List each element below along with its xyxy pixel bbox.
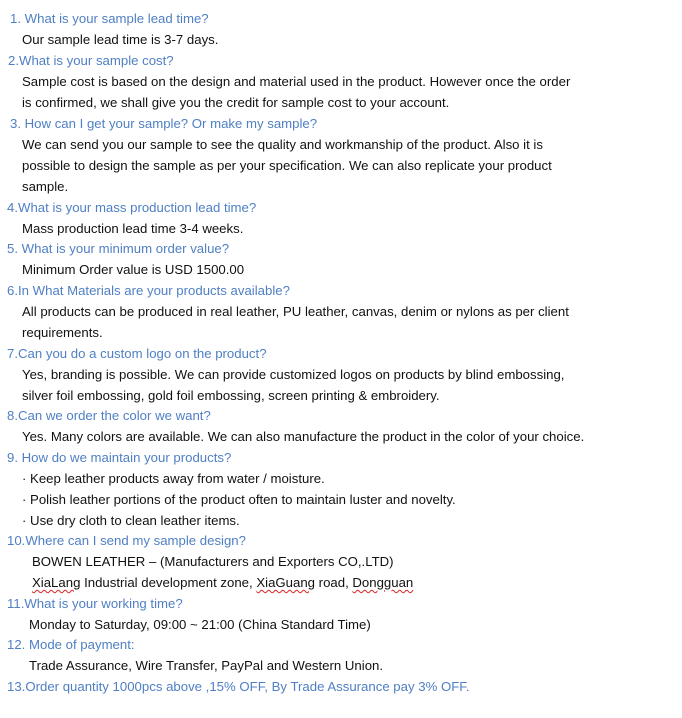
- answer-7-line-2: silver foil embossing, gold foil embossing, screen printing & embroidery.: [22, 388, 440, 403]
- answer-1: Our sample lead time is 3-7 days.: [22, 32, 219, 47]
- question-11: 11.What is your working time?: [7, 596, 183, 611]
- answer-9-bullet-2: · Polish leather portions of the product often to maintain luster and novelty.: [22, 492, 456, 507]
- question-7: 7.Can you do a custom logo on the product?: [7, 346, 267, 361]
- answer-3-line-3: sample.: [22, 179, 69, 194]
- answer-2-line-1: Sample cost is based on the design and material used in the product. However once the order: [22, 74, 571, 89]
- answer-6-line-2: requirements.: [22, 325, 103, 340]
- address-text-1: Industrial development zone,: [80, 575, 257, 590]
- answer-3-line-1: We can send you our sample to see the quality and workmanship of the product. Also it is: [22, 137, 543, 152]
- question-12: 12. Mode of payment:: [7, 637, 135, 652]
- answer-3-line-2: possible to design the sample as per your specification. We can also replicate your product: [22, 158, 552, 173]
- answer-10-line-1: BOWEN LEATHER – (Manufacturers and Exporters CO,.LTD): [32, 554, 394, 569]
- answer-4: Mass production lead time 3-4 weeks.: [22, 221, 244, 236]
- question-10: 10.Where can I send my sample design?: [7, 533, 246, 548]
- answer-5: Minimum Order value is USD 1500.00: [22, 262, 245, 277]
- question-9: 9. How do we maintain your products?: [7, 450, 232, 465]
- question-13: 13.Order quantity 1000pcs above ,15% OFF, By Trade Assurance pay 3% OFF.: [7, 679, 470, 694]
- spellcheck-word-xiaguang: XiaGuang: [256, 575, 316, 590]
- question-4: 4.What is your mass production lead time?: [7, 200, 257, 215]
- question-2: 2.What is your sample cost?: [8, 53, 174, 68]
- question-5: 5. What is your minimum order value?: [7, 241, 230, 256]
- answer-7-line-1: Yes, branding is possible. We can provide customized logos on products by blind embossing,: [22, 367, 565, 382]
- answer-10-line-2: [32, 572, 413, 593]
- spellcheck-word-dongguan: Dongguan: [352, 575, 414, 590]
- answer-2-line-2: is confirmed, we shall give you the credit for sample cost to your account.: [22, 95, 450, 110]
- spellcheck-word-xialang: XiaLang: [32, 575, 81, 590]
- answer-9-bullet-3: · Use dry cloth to clean leather items.: [22, 513, 240, 528]
- question-6: 6.In What Materials are your products available?: [7, 283, 290, 298]
- answer-6-line-1: All products can be produced in real leather, PU leather, canvas, denim or nylons as per client: [22, 304, 569, 319]
- answer-11: Monday to Saturday, 09:00 ~ 21:00 (China Standard Time): [29, 617, 371, 632]
- question-8: 8.Can we order the color we want?: [7, 408, 211, 423]
- answer-12: Trade Assurance, Wire Transfer, PayPal and Western Union.: [29, 658, 384, 673]
- answer-9-bullet-1: · Keep leather products away from water / moisture.: [22, 471, 325, 486]
- question-1: 1. What is your sample lead time?: [10, 11, 209, 26]
- address-text-2: road,: [315, 575, 353, 590]
- question-3: 3. How can I get your sample? Or make my sample?: [10, 116, 318, 131]
- answer-8: Yes. Many colors are available. We can also manufacture the product in the color of your choice.: [22, 429, 585, 444]
